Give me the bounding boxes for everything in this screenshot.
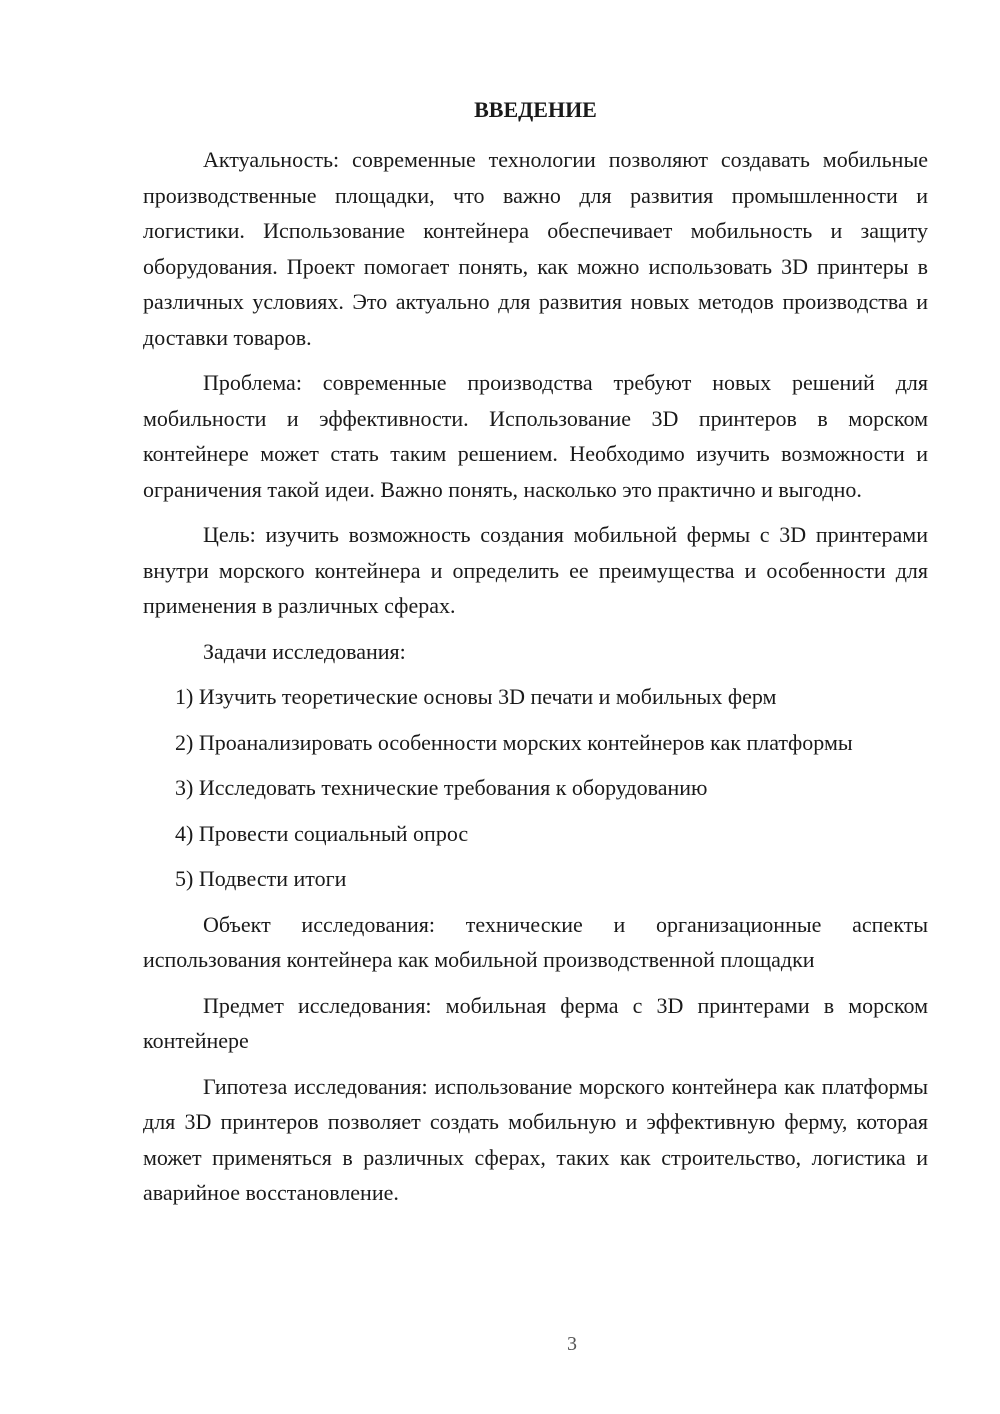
paragraph-hypothesis: Гипотеза исследования: использование морского контейнера как платформы для 3D принтеров позволяет создать мобильную и эффективную ферму, которая может применяться в различных сферах, таких как строительство, логистика и аварийное восстановление. (143, 1073, 928, 1205)
task-item-4: 4) Провести социальный опрос (175, 820, 469, 846)
task-item-1: 1) Изучить теоретические основы 3D печати и мобильных ферм (175, 684, 777, 709)
task-item-3: 3) Исследовать технические требования к оборудованию (175, 775, 708, 800)
page-number: 3 (567, 1333, 577, 1355)
task-item-2: 2) Проанализировать особенности морских контейнеров как платформы (175, 729, 853, 755)
page-title: ВВЕДЕНИЕ (474, 97, 597, 122)
paragraph-subject: Предмет исследования: мобильная ферма с 3D принтерами в морском контейнере (143, 992, 928, 1053)
task-item-5: 5) Подвести итоги (175, 866, 347, 891)
tasks-heading: Задачи исследования: (203, 638, 406, 664)
paragraph-relevance: Актуальность: современные технологии позволяют создавать мобильные производственные площадки, что важно для развития промышленности и логистики. Использование контейнера обеспечивает мобильность и защиту оборудования. Проект помогает понять, как можно использовать 3D принтеры в различных условиях. Это актуально для развития новых методов производства и доставки товаров. (143, 147, 928, 350)
paragraph-problem: Проблема: современные производства требуют новых решений для мобильности и эффективности. Использование 3D принтеров в морском контейнере может стать таким решением. Необходимо изучить возможности и ограничения такой идеи. Важно понять, насколько это практично и выгодно. (143, 370, 928, 502)
page-content (143, 92, 928, 1221)
paragraph-goal: Цель: изучить возможность создания мобильной фермы с 3D принтерами внутри морского контейнера и определить ее преимущества и особенности для применения в различных сферах. (143, 522, 928, 618)
paragraph-object: Объект исследования: технические и организационные аспекты использования контейнера как мобильной производственной площадки (143, 911, 928, 972)
